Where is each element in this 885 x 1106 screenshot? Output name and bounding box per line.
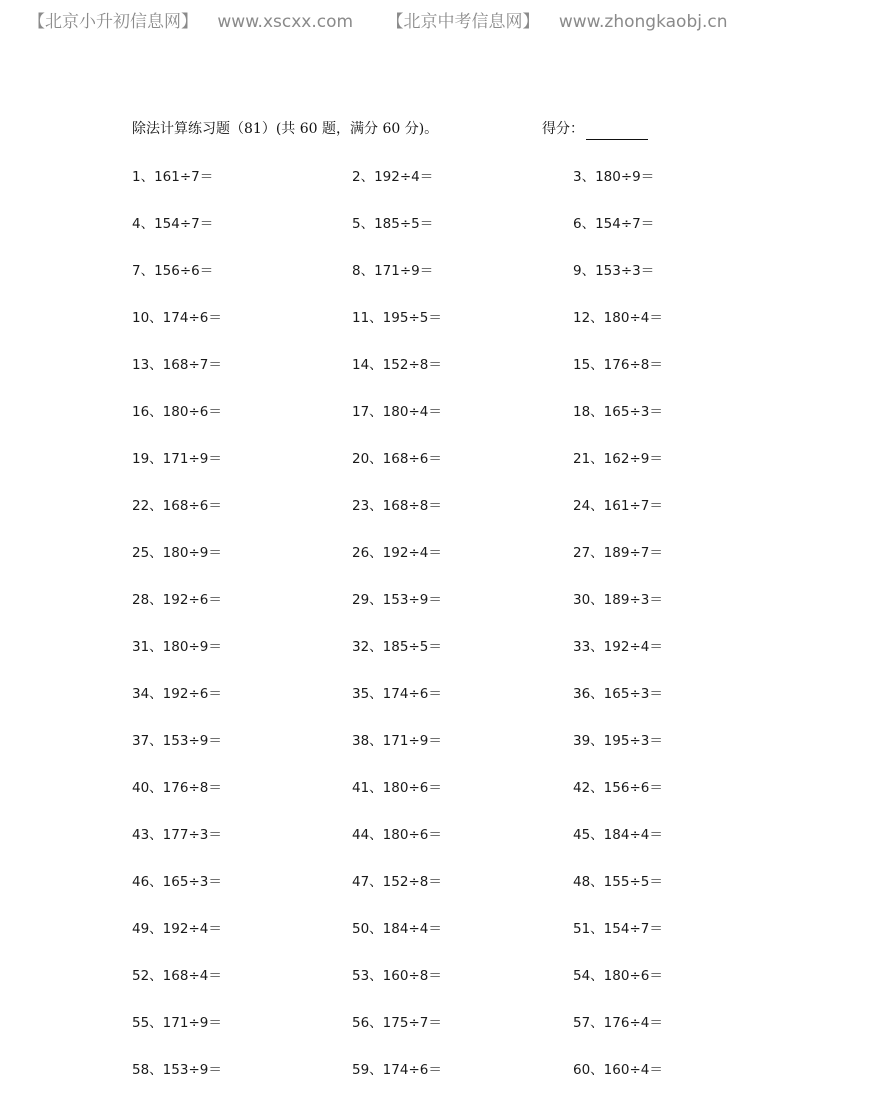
problem-item: 27、189÷7＝ (573, 545, 663, 561)
problem-item: 6、154÷7＝ (573, 216, 655, 232)
score-field (542, 118, 648, 140)
problem-item: 59、174÷6＝ (352, 1062, 442, 1078)
worksheet-title: 除法计算练习题（81）(共 60 题，满分 60 分)。 (132, 121, 439, 137)
problem-item: 7、156÷6＝ (132, 263, 214, 279)
score-label: 得分： (542, 121, 584, 137)
problem-item: 23、168÷8＝ (352, 498, 442, 514)
problem-item: 1、161÷7＝ (132, 169, 214, 185)
problem-item: 22、168÷6＝ (132, 498, 222, 514)
problem-item: 39、195÷3＝ (573, 733, 663, 749)
problem-item: 51、154÷7＝ (573, 921, 663, 937)
problem-item: 40、176÷8＝ (132, 780, 222, 796)
problem-item: 29、153÷9＝ (352, 592, 442, 608)
problem-item: 10、174÷6＝ (132, 310, 222, 326)
problem-item: 53、160÷8＝ (352, 968, 442, 984)
site1-name: 【北京小升初信息网】 (28, 12, 198, 32)
problem-item: 3、180÷9＝ (573, 169, 655, 185)
problem-item: 24、161÷7＝ (573, 498, 663, 514)
problem-item: 19、171÷9＝ (132, 451, 222, 467)
problem-item: 16、180÷6＝ (132, 404, 222, 420)
problem-item: 43、177÷3＝ (132, 827, 222, 843)
problem-item: 60、160÷4＝ (573, 1062, 663, 1078)
problem-item: 52、168÷4＝ (132, 968, 222, 984)
problem-item: 18、165÷3＝ (573, 404, 663, 420)
score-blank[interactable] (586, 125, 648, 140)
page-header (28, 10, 728, 34)
problem-item: 5、185÷5＝ (352, 216, 434, 232)
problem-item: 36、165÷3＝ (573, 686, 663, 702)
problem-item: 28、192÷6＝ (132, 592, 222, 608)
problem-item: 37、153÷9＝ (132, 733, 222, 749)
problem-item: 46、165÷3＝ (132, 874, 222, 890)
problem-item: 30、189÷3＝ (573, 592, 663, 608)
problem-item: 11、195÷5＝ (352, 310, 442, 326)
problem-item: 54、180÷6＝ (573, 968, 663, 984)
problem-item: 44、180÷6＝ (352, 827, 442, 843)
problem-item: 12、180÷4＝ (573, 310, 663, 326)
problem-item: 49、192÷4＝ (132, 921, 222, 937)
problem-item: 48、155÷5＝ (573, 874, 663, 890)
worksheet-title-row (132, 118, 692, 140)
problem-item: 45、184÷4＝ (573, 827, 663, 843)
problem-item: 50、184÷4＝ (352, 921, 442, 937)
problem-item: 26、192÷4＝ (352, 545, 442, 561)
problem-item: 4、154÷7＝ (132, 216, 214, 232)
site2-url[interactable]: www.zhongkaobj.cn (558, 12, 728, 32)
problem-item: 17、180÷4＝ (352, 404, 442, 420)
problem-item: 20、168÷6＝ (352, 451, 442, 467)
problem-item: 9、153÷3＝ (573, 263, 655, 279)
problem-item: 32、185÷5＝ (352, 639, 442, 655)
problem-item: 42、156÷6＝ (573, 780, 663, 796)
problem-item: 14、152÷8＝ (352, 357, 442, 373)
site1-url[interactable]: www.xscxx.com (217, 12, 354, 32)
problem-item: 8、171÷9＝ (352, 263, 434, 279)
problem-item: 55、171÷9＝ (132, 1015, 222, 1031)
problem-item: 47、152÷8＝ (352, 874, 442, 890)
problem-item: 15、176÷8＝ (573, 357, 663, 373)
problem-item: 25、180÷9＝ (132, 545, 222, 561)
problem-item: 58、153÷9＝ (132, 1062, 222, 1078)
problem-item: 21、162÷9＝ (573, 451, 663, 467)
problem-grid (132, 166, 772, 1106)
problem-item: 13、168÷7＝ (132, 357, 222, 373)
problem-item: 31、180÷9＝ (132, 639, 222, 655)
site2-name: 【北京中考信息网】 (386, 12, 540, 32)
problem-item: 38、171÷9＝ (352, 733, 442, 749)
problem-item: 57、176÷4＝ (573, 1015, 663, 1031)
problem-item: 34、192÷6＝ (132, 686, 222, 702)
problem-item: 41、180÷6＝ (352, 780, 442, 796)
problem-item: 56、175÷7＝ (352, 1015, 442, 1031)
problem-item: 33、192÷4＝ (573, 639, 663, 655)
problem-item: 35、174÷6＝ (352, 686, 442, 702)
problem-item: 2、192÷4＝ (352, 169, 434, 185)
